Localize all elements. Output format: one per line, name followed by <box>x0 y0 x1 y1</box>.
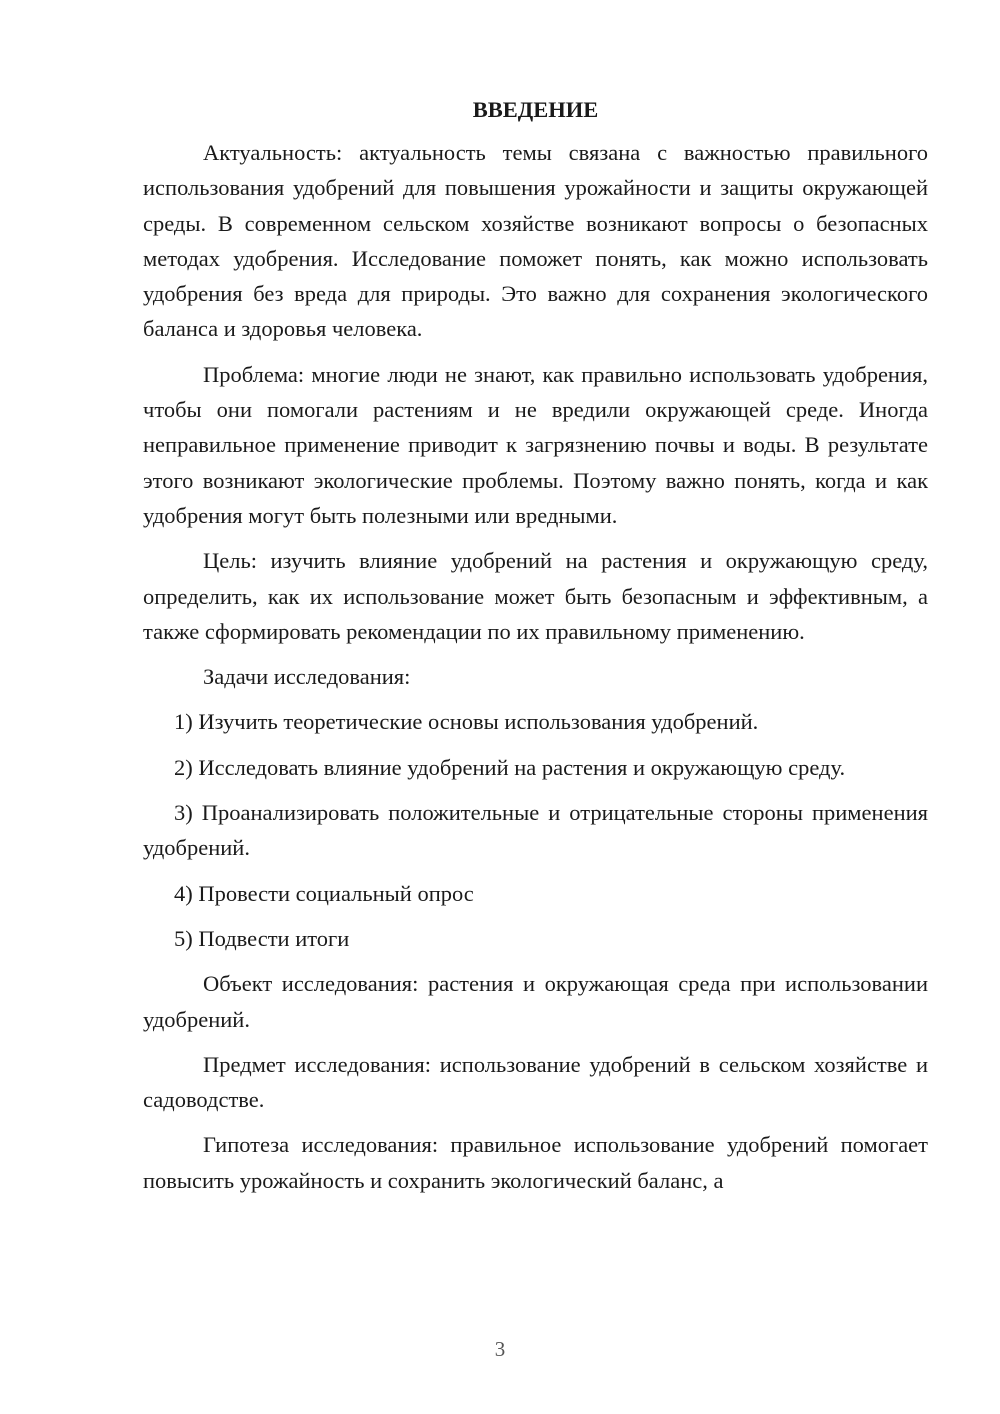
task-item-3: 3) Проанализировать положительные и отрицательные стороны применения удобрений. <box>143 800 928 861</box>
task-item-5: 5) Подвести итоги <box>174 925 350 951</box>
paragraph-relevance: Актуальность: актуальность темы связана с важностью правильного использования удобрений для повышения урожайности и защиты окружающей среды. В современном сельском хозяйстве возникают вопросы о безопасных методах удобрения. Исследование поможет понять, как можно использовать удобрения без вреда для природы. Это важно для сохранения экологического баланса и здоровья человека. <box>143 140 928 342</box>
paragraph-goal: Цель: изучить влияние удобрений на растения и окружающую среду, определить, как их использование может быть безопасным и эффективным, а также сформировать рекомендации по их правильному применению. <box>143 548 928 644</box>
paragraph-subject: Предмет исследования: использование удобрений в сельском хозяйстве и садоводстве. <box>143 1051 928 1113</box>
paragraph-hypothesis: Гипотеза исследования: правильное использование удобрений помогает повысить урожайность и сохранить экологический баланс, а <box>143 1132 928 1193</box>
section-heading: ВВЕДЕНИЕ <box>472 97 599 122</box>
paragraph-object: Объект исследования: растения и окружающая среда при использовании удобрений. <box>143 971 928 1032</box>
paragraph-problem: Проблема: многие люди не знают, как правильно использовать удобрения, чтобы они помогали растениям и не вредили окружающей среде. Иногда неправильное применение приводит к загрязнению почвы и воды. В результате этого возникают экологические проблемы. Поэтому важно понять, когда и как удобрения могут быть полезными или вредными. <box>143 361 928 528</box>
task-item-4: 4) Провести социальный опрос <box>174 880 474 906</box>
task-item-2: 2) Исследовать влияние удобрений на растения и окружающую среду. <box>174 754 846 780</box>
page-content <box>143 92 928 1208</box>
page-number: 3 <box>494 1337 506 1361</box>
paragraph-tasks-title: Задачи исследования: <box>203 664 411 690</box>
task-item-1: 1) Изучить теоретические основы использования удобрений. <box>174 709 759 735</box>
